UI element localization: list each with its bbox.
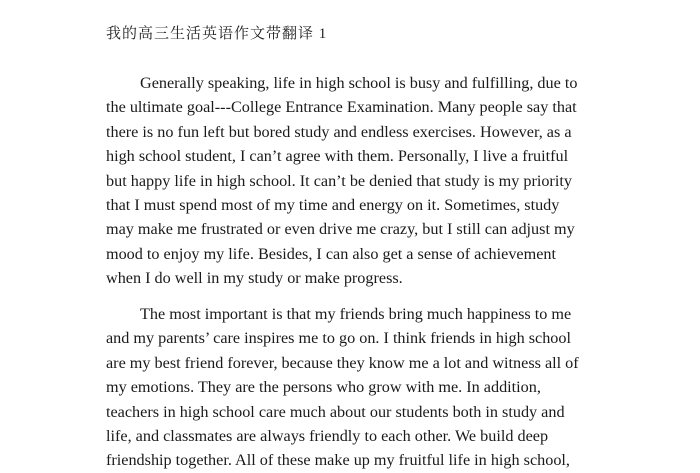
text-line: mood to enjoy my life. Besides, I can also get a sense of achievement	[106, 244, 556, 263]
text-line: The most important is that my friends bring much happiness to me	[140, 305, 572, 323]
text-line: when I do well in my study or make progress.	[106, 269, 403, 288]
text-line: friendship together. All of these make up my fruitful life in high school,	[106, 451, 570, 470]
text-line: high school student, I can’t agree with them. Personally, I live a fruitful	[106, 147, 569, 166]
text-line: life, and classmates are always friendly to each other. We build deep	[106, 426, 549, 445]
text-line: are my best friend forever, because they know me a lot and witness all of	[106, 353, 579, 372]
text-line: and my parents’ care inspires me to go on. I think friends in high school	[106, 329, 571, 348]
text-line: may make me frustrated or even drive me crazy, but I still can adjust my	[106, 220, 575, 239]
text-line: teachers in high school care much about our students both in study and	[106, 402, 565, 421]
text-line: that I must spend most of my time and energy on it. Sometimes, study	[106, 195, 560, 214]
text-line: the ultimate goal---College Entrance Examination. Many people say that	[106, 98, 577, 117]
text-line: my emotions. They are the persons who grow with me. In addition,	[106, 378, 541, 397]
text-line: there is no fun left but bored study and endless exercises. However, as a	[106, 122, 572, 141]
text-line: Generally speaking, life in high school is busy and fulfilling, due to	[140, 74, 578, 92]
paragraph-1	[106, 71, 606, 291]
paragraph-2	[106, 302, 606, 473]
text-line: but happy life in high school. It can’t be denied that study is my priority	[106, 171, 572, 190]
document-title: 我的高三生活英语作文带翻译 1	[106, 26, 328, 42]
